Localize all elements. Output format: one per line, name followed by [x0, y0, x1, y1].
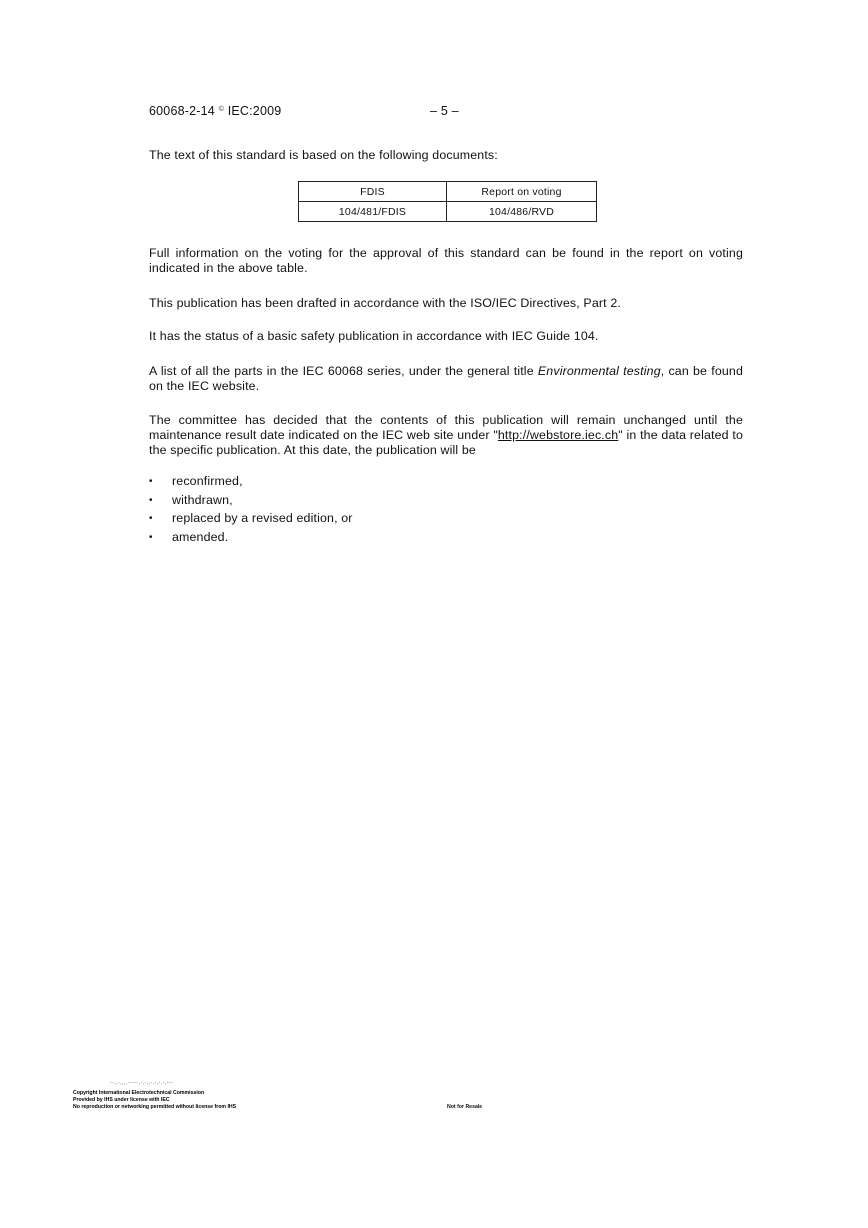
bullet-icon: •	[149, 513, 153, 524]
bullet-icon: •	[149, 531, 153, 543]
footer-watermark-scribble: --,,-,,,,-----,-,-,,-,-,-,-,---	[110, 1080, 174, 1086]
table-cell: 104/486/RVD	[447, 202, 597, 222]
table-header-row	[299, 182, 597, 202]
committee-paragraph	[149, 413, 743, 458]
doc-suffix: IEC:2009	[227, 104, 282, 118]
series-paragraph	[149, 364, 743, 394]
documents-table	[298, 181, 597, 222]
table-header-cell: FDIS	[299, 182, 447, 202]
drafting-paragraph: This publication has been drafted in accordance with the ISO/IEC Directives, Part 2.	[149, 296, 621, 310]
committee-text-after: " in the data related to the specific publication. At this date, the publication will be	[149, 428, 743, 457]
page-header-doc-id	[149, 104, 281, 118]
footer-not-for-resale: Not for Resale	[447, 1104, 483, 1110]
copyright-mark: ©	[218, 106, 224, 113]
list-item-text: amended.	[172, 529, 229, 544]
list-item	[149, 511, 353, 530]
list-item	[149, 474, 353, 493]
footer-no-reproduction: No reproduction or networking permitted without license from IHS	[73, 1104, 237, 1110]
list-item-text: reconfirmed,	[172, 474, 243, 488]
doc-number: 60068-2-14	[149, 104, 215, 118]
list-item	[149, 530, 353, 549]
committee-text-before: The committee has decided that the contents of this publication will remain unchanged until the maintenance result date indicated on the IEC web site under "	[149, 413, 743, 442]
page-number: – 5 –	[430, 104, 459, 118]
table-header-cell: Report on voting	[447, 182, 597, 202]
bullet-icon: •	[149, 476, 153, 487]
status-paragraph: It has the status of a basic safety publication in accordance with IEC Guide 104.	[149, 329, 599, 343]
footer-provided-by: Provided by IHS under license with IEC	[73, 1097, 170, 1103]
table-cell: 104/481/FDIS	[299, 202, 447, 222]
series-text-after: , can be found on the IEC website.	[149, 364, 743, 393]
status-list	[149, 474, 353, 548]
list-item-text: withdrawn,	[172, 492, 233, 507]
table-row	[299, 202, 597, 222]
list-item-text: replaced by a revised edition, or	[172, 511, 353, 525]
series-title: Environmental testing	[537, 364, 661, 378]
footer-copyright: Copyright International Electrotechnical Commission	[73, 1090, 205, 1096]
voting-info-paragraph: Full information on the voting for the approval of this standard can be found in the report on voting indicated in the above table.	[149, 246, 743, 275]
webstore-link[interactable]: http://webstore.iec.ch	[497, 428, 619, 442]
bullet-icon: •	[149, 494, 153, 506]
list-item	[149, 493, 353, 512]
series-text-before: A list of all the parts in the IEC 60068 series, under the general title	[149, 364, 538, 378]
intro-text: The text of this standard is based on the following documents:	[149, 148, 498, 162]
